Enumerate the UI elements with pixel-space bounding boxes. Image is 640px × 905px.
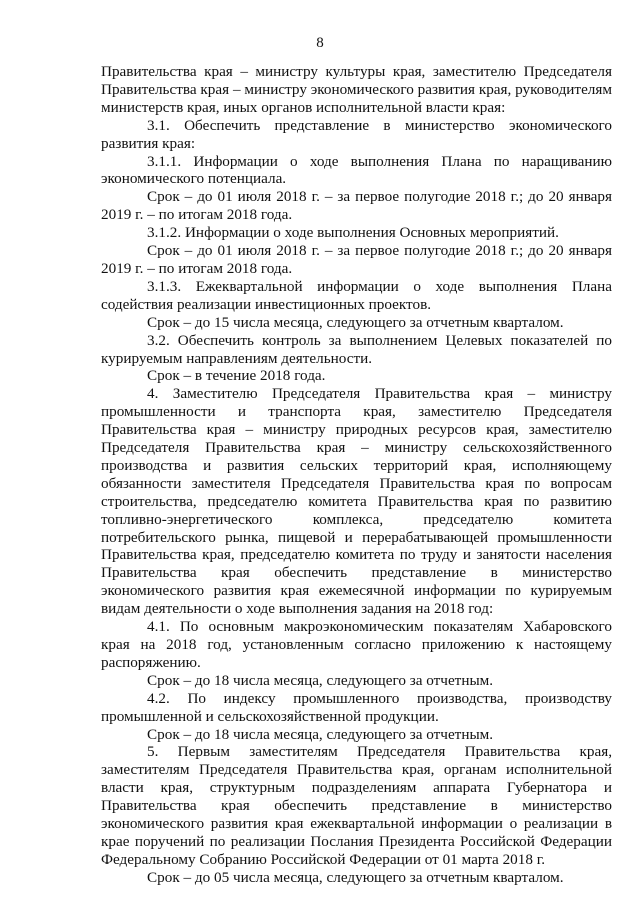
paragraph-4: 4. Заместителю Председателя Правительства края – министру промышленности и транспорта края, заместителю Председателя Правительства края – министру природных ресурсов края, заместителю Председателя Правительства края – министру сельскохозяйственного производства и развития сельских территорий края, исполняющему обязанности заместителя Председателя Правительства края по вопросам строительства, председателю комитета Правительства края по развитию топливно-энергетического комплекса, председателю комитета потребительского рынка, пищевой и перерабатывающей промышленности Правительства края, председателю комитета по труду и занятости населения Правительства края обеспечить представление в министерство экономического развития края ежемесячной информации по курируемым видам деятельности о ходе выполнения задания на 2018 год: <box>101 385 612 618</box>
paragraph-3-1-3: 3.1.3. Ежеквартальной информации о ходе выполнения Плана содействия реализации инвестиционных проектов. <box>101 277 612 313</box>
deadline-4-1: Срок – до 18 числа месяца, следующего за отчетным. <box>147 671 494 689</box>
deadline-4-2: Срок – до 18 числа месяца, следующего за отчетным. <box>147 725 494 743</box>
deadline-3-1-3: Срок – до 15 числа месяца, следующего за отчетным кварталом. <box>147 313 564 331</box>
deadline-3-2: Срок – в течение 2018 года. <box>147 367 326 385</box>
document-body <box>101 63 612 887</box>
paragraph-3-1: 3.1. Обеспечить представление в министерство экономического развития края: <box>101 116 612 152</box>
paragraph-3-2: 3.2. Обеспечить контроль за выполнением Целевых показателей по курируемым направлениям деятельности. <box>101 331 612 367</box>
page-number: 8 <box>316 35 324 51</box>
deadline-3-1-1: Срок – до 01 июля 2018 г. – за первое полугодие 2018 г.; до 20 января 2019 г. – по итогам 2018 года. <box>101 188 612 224</box>
deadline-3-1-2: Срок – до 01 июля 2018 г. – за первое полугодие 2018 г.; до 20 января 2019 г. – по итогам 2018 года. <box>101 242 612 277</box>
paragraph-3-1-1: 3.1.1. Информации о ходе выполнения Плана по наращиванию экономического потенциала. <box>101 152 612 188</box>
deadline-5: Срок – до 05 числа месяца, следующего за отчетным кварталом. <box>147 868 564 886</box>
paragraph-4-2: 4.2. По индексу промышленного производства, производству промышленной и сельскохозяйственной продукции. <box>101 689 612 725</box>
paragraph-5: 5. Первым заместителям Председателя Правительства края, заместителям Председателя Правительства края, органам исполнительной власти края, структурным подразделениям аппарата Губернатора и Правительства края обеспечить представление в министерство экономического развития края ежеквартальной информации о реализации в крае поручений по реализации Послания Президента Российской Федерации Федеральному Собранию Российской Федерации от 01 марта 2018 г. <box>101 743 612 868</box>
paragraph-3-1-2: 3.1.2. Информации о ходе выполнения Основных мероприятий. <box>147 224 559 242</box>
paragraph-4-1: 4.1. По основным макроэкономическим показателям Хабаровского края на 2018 год, установленным согласно приложению к настоящему распоряжению. <box>101 618 612 671</box>
paragraph-addressees-continued: Правительства края – министру культуры края, заместителю Председателя Правительства края – министру экономического развития края, руководителям министерств края, иных органов исполнительной власти края: <box>101 63 612 116</box>
